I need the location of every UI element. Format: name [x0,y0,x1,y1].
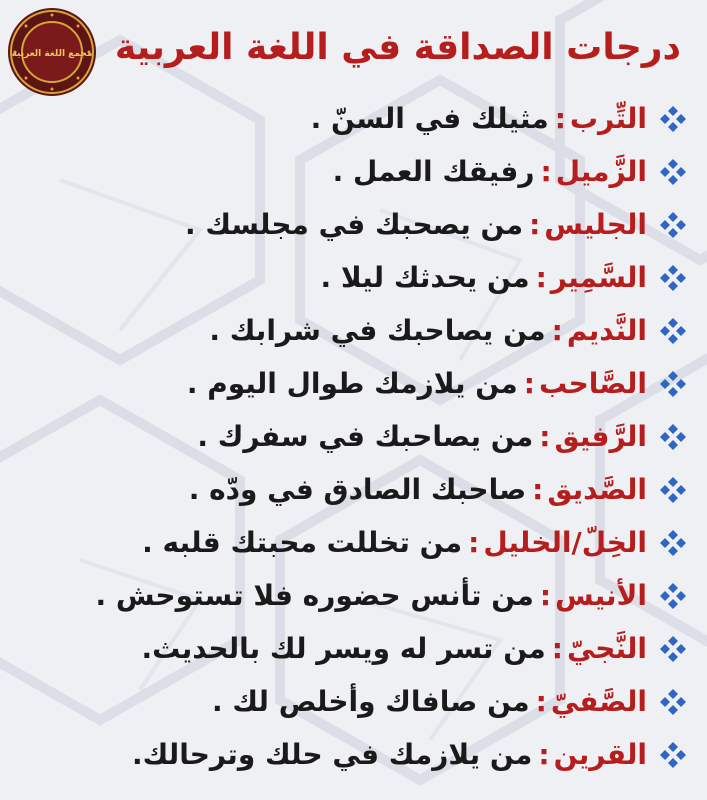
definition-text: من يلازمك في حلك وترحالك. [131,738,533,771]
list-item [9,357,689,410]
term-text: الخِلّ/الخليل [483,526,647,559]
list-item [9,198,689,251]
four-diamond-bullet-icon [657,633,689,665]
list-item [9,304,689,357]
four-diamond-bullet-icon [657,315,689,347]
four-diamond-bullet-icon [657,421,689,453]
term-text: النَّديم [566,314,647,347]
term-text: الصَّديق [547,473,647,506]
definition-text: من يصاحبك في شرابك . [209,314,546,347]
definition-text: من يصاحبك في سفرك . [197,420,534,453]
list-item [9,410,689,463]
list-item [9,92,689,145]
list-item [9,569,689,622]
definition-text: مثيلك في السنّ . [310,102,549,135]
term-text: التِّرب [569,102,647,135]
term-text: القرين [553,738,647,771]
separator-text: : [540,155,552,188]
separator-text: : [523,367,535,400]
four-diamond-bullet-icon [657,527,689,559]
definition-text: صاحبك الصادق في ودّه . [188,473,527,506]
separator-text: : [535,261,547,294]
definition-text: من يحدثك ليلا . [320,261,530,294]
seal-logo-icon [6,6,98,98]
definition-text: من يلازمك طوال اليوم . [186,367,518,400]
four-diamond-bullet-icon [657,209,689,241]
page-title: درجات الصداقة في اللغة العربية [114,27,681,68]
separator-text: : [535,685,547,718]
friendship-degrees-list [9,92,689,781]
definition-text: من يصحبك في مجلسك . [184,208,524,241]
term-text: الصَّفيّ [550,685,647,718]
definition-text: رفيقك العمل . [332,155,535,188]
list-item [9,251,689,304]
four-diamond-bullet-icon [657,474,689,506]
separator-text: : [532,473,544,506]
separator-text: : [539,579,552,612]
list-item [9,463,689,516]
list-item [9,516,689,569]
separator-text: : [551,632,563,665]
four-diamond-bullet-icon [657,262,689,294]
list-item [9,622,689,675]
definition-text: من صافاك وأخلص لك . [211,685,530,718]
separator-text: : [554,102,566,135]
four-diamond-bullet-icon [657,686,689,718]
term-text: الصَّاحب [538,367,647,400]
logo-text: مجمع اللغة العربية [11,49,93,59]
term-text: الزَّميل [555,155,647,188]
definition-text: من تسر له ويسر لك بالحديث. [141,632,546,665]
term-text: الجليس [544,208,647,241]
separator-text: : [551,314,563,347]
list-item [9,145,689,198]
separator-text: : [538,738,550,771]
term-text: السَّمِير [550,261,647,294]
term-text: الرَّفيق [554,420,647,453]
separator-text: : [529,208,541,241]
term-text: الأنيس [555,579,647,612]
list-item [9,675,689,728]
four-diamond-bullet-icon [657,368,689,400]
definition-text: من تأنس حضوره فلا تستوحش . [95,579,534,612]
separator-text: : [468,526,480,559]
term-text: النَّجيّ [566,632,647,665]
definition-text: من تخللت محبتك قلبه . [142,526,463,559]
four-diamond-bullet-icon [657,103,689,135]
separator-text: : [539,420,551,453]
list-item [9,728,689,781]
four-diamond-bullet-icon [657,156,689,188]
four-diamond-bullet-icon [657,580,689,612]
four-diamond-bullet-icon [657,739,689,771]
